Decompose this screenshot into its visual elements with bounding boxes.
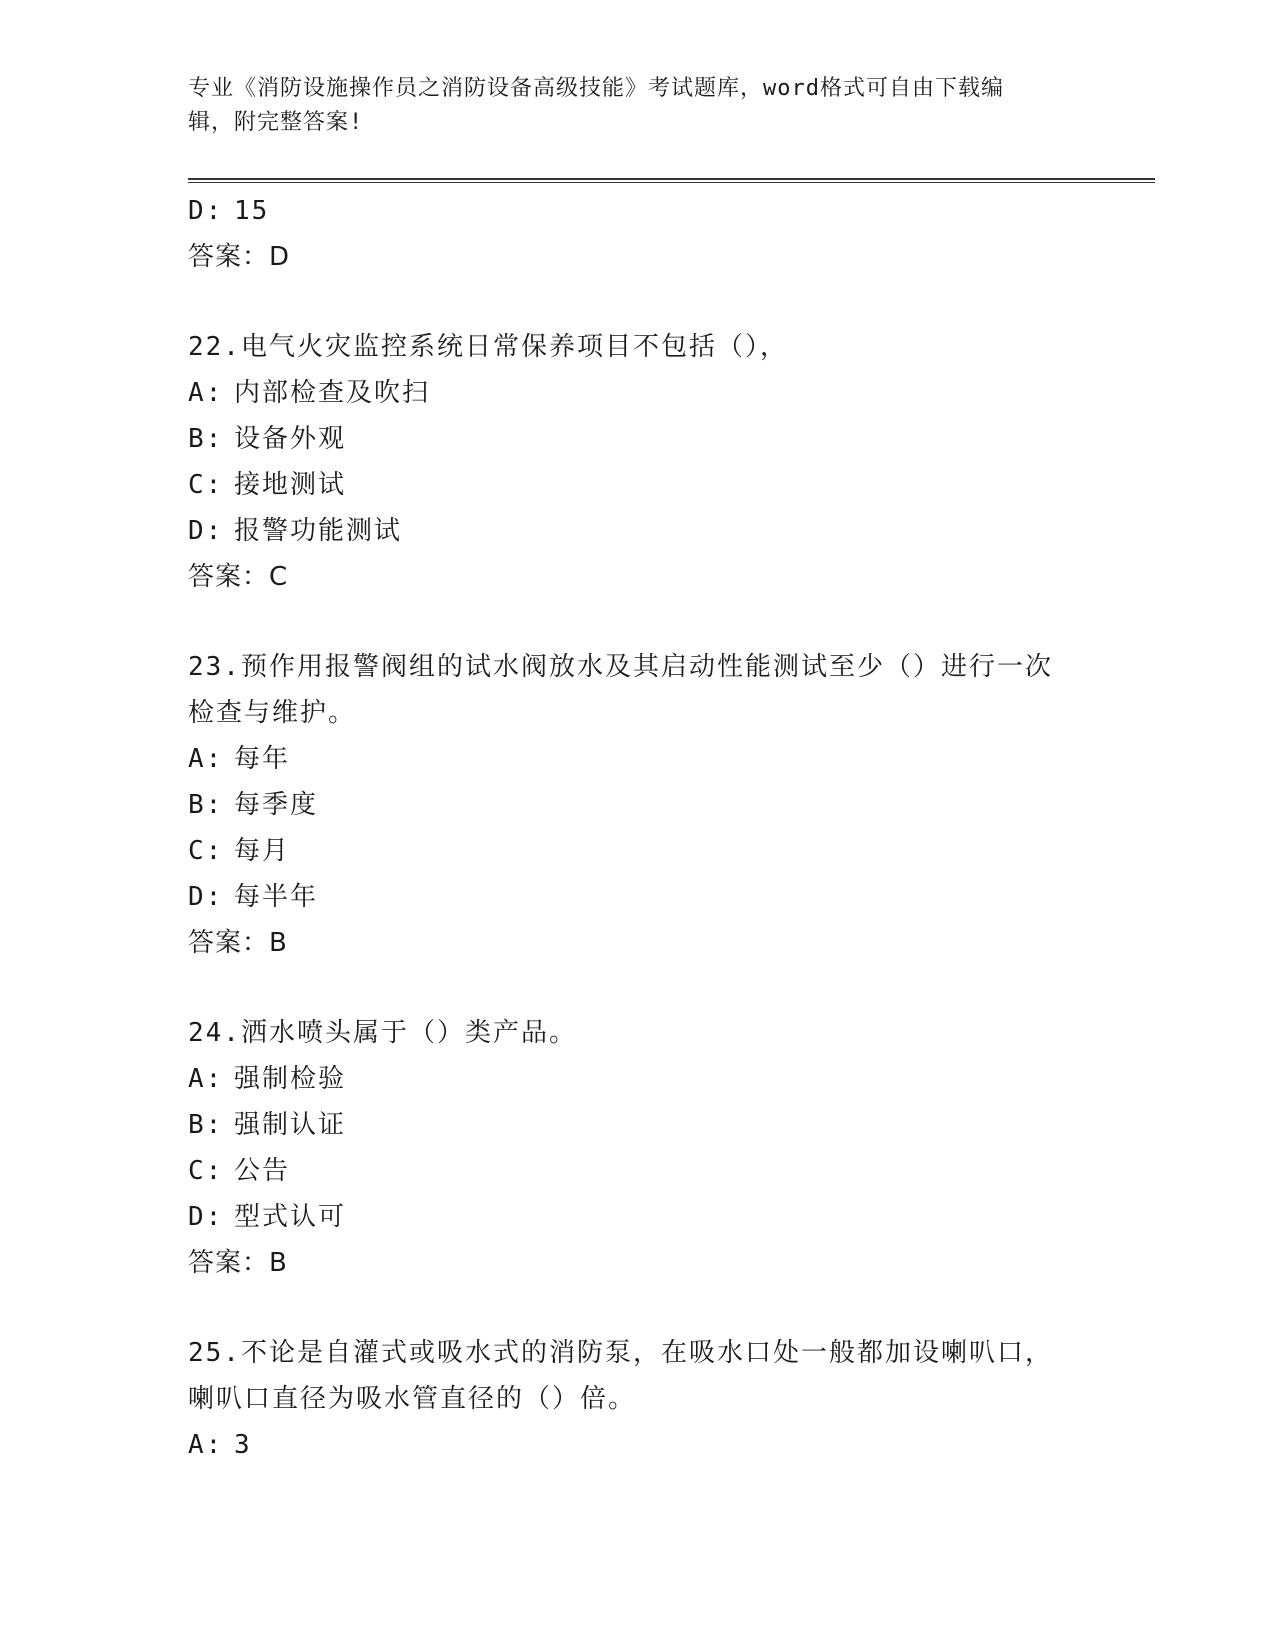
- option-label: A:: [188, 1064, 224, 1094]
- question-23: [188, 644, 1088, 966]
- option-b: [188, 416, 1088, 462]
- option-d: [188, 508, 1088, 554]
- option-text: 型式认可: [234, 1202, 347, 1232]
- question-24: [188, 1010, 1088, 1286]
- question-stem-continued: 喇叭口直径为吸水管直径的（）倍。: [188, 1384, 637, 1414]
- question-22: [188, 324, 1088, 600]
- option-text: 每月: [234, 836, 291, 866]
- option-text: 报警功能测试: [234, 516, 403, 546]
- header-line-2: 辑，附完整答案!: [188, 110, 364, 135]
- option-label: D:: [188, 516, 224, 546]
- option-label: D:: [188, 196, 224, 226]
- question-stem-continued: 检查与维护。: [188, 698, 357, 728]
- option-text: 每半年: [234, 882, 319, 912]
- option-label: D:: [188, 882, 224, 912]
- option-label: A:: [188, 1430, 224, 1460]
- document-body: [188, 188, 1088, 1468]
- option-b: [188, 1102, 1088, 1148]
- option-text: 强制认证: [234, 1110, 347, 1140]
- option-d: [188, 1194, 1088, 1240]
- option-label: A:: [188, 744, 224, 774]
- option-text: 公告: [234, 1156, 291, 1186]
- option-label: B:: [188, 790, 224, 820]
- option-text: 内部检查及吹扫: [234, 378, 431, 408]
- option-label: B:: [188, 424, 224, 454]
- header-divider: [188, 178, 1155, 183]
- option-text: 强制检验: [234, 1064, 347, 1094]
- option-text: 每季度: [234, 790, 319, 820]
- document-header: [188, 72, 1088, 140]
- question-stem: 23.预作用报警阀组的试水阀放水及其启动性能测试至少（）进行一次: [188, 652, 1053, 682]
- option-text: 15: [234, 196, 270, 226]
- option-c: [188, 462, 1088, 508]
- option-c: [188, 828, 1088, 874]
- option-c: [188, 1148, 1088, 1194]
- option-label: C:: [188, 1156, 224, 1186]
- header-line-1: 专业《消防设施操作员之消防设备高级技能》考试题库，word格式可自由下载编: [188, 76, 1004, 101]
- option-a: [188, 370, 1088, 416]
- option-b: [188, 782, 1088, 828]
- option-text: 3: [234, 1430, 252, 1460]
- answer: 答案：D: [188, 242, 291, 272]
- option-a: [188, 1056, 1088, 1102]
- question-stem: 22.电气火灾监控系统日常保养项目不包括（），: [188, 332, 788, 362]
- answer: 答案：B: [188, 928, 288, 958]
- option-label: C:: [188, 470, 224, 500]
- question-stem: 24.洒水喷头属于（）类产品。: [188, 1018, 577, 1048]
- option-label: A:: [188, 378, 224, 408]
- option-a: [188, 736, 1088, 782]
- option-d: [188, 874, 1088, 920]
- option-label: B:: [188, 1110, 224, 1140]
- answer: 答案：C: [188, 562, 289, 592]
- answer: 答案：B: [188, 1248, 288, 1278]
- option-a: [188, 1422, 1088, 1468]
- option-label: C:: [188, 836, 224, 866]
- question-25: [188, 1330, 1088, 1468]
- question-stem: 25.不论是自灌式或吸水式的消防泵，在吸水口处一般都加设喇叭口，: [188, 1338, 1053, 1368]
- option-text: 接地测试: [234, 470, 347, 500]
- option-text: 每年: [234, 744, 291, 774]
- option-label: D:: [188, 1202, 224, 1232]
- option-d: [188, 188, 1088, 234]
- option-text: 设备外观: [234, 424, 347, 454]
